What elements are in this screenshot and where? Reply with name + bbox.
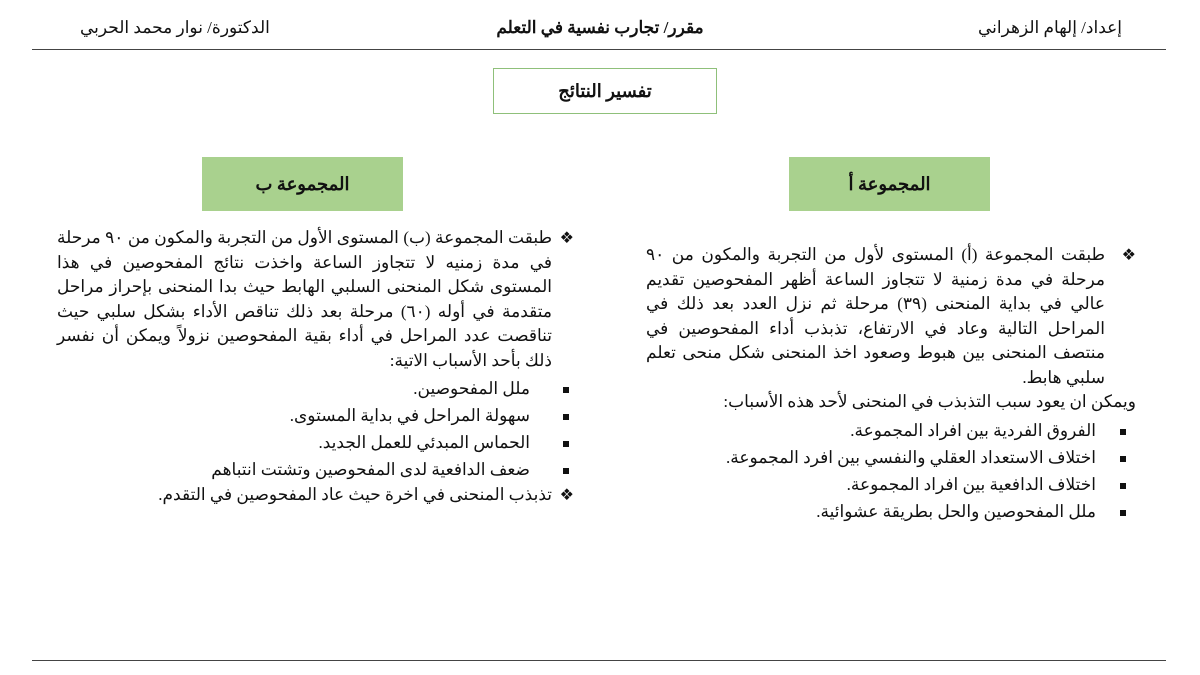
group-b-paragraph-block: [57, 226, 574, 373]
footer-divider: [32, 660, 1166, 661]
group-a-header: [789, 157, 990, 211]
list-item: الفروق الفردية بين افراد المجموعة.: [646, 417, 1136, 444]
group-a-reasons-list: [646, 417, 1136, 525]
square-bullet-icon: [1120, 429, 1126, 435]
section-title-text: تفسير النتائج: [558, 80, 652, 101]
group-b-closing: تذبذب المنحنى في اخرة حيث عاد المفحوصين في التقدم.: [158, 485, 552, 504]
square-bullet-icon: [1120, 510, 1126, 516]
list-item: اختلاف الدافعية بين افراد المجموعة.: [646, 471, 1136, 498]
group-b-paragraph: طبقت المجموعة (ب) المستوى الأول من التجربة والمكون من ٩٠ مرحلة في مدة زمنيه لا تتجاوز الساعة واخذت نتائج المفحوصين في هذا المستوى شكل المنحنى السلبي الهابط حيث بدا المنحنى بإحراز مراحل متقدمة في أوله (٦٠) مرحلة بعد ذلك تناقص الأداء بشكل سلبي حيث تناقصت عدد المراحل في أداء بقية المفحوصين نزولاً ويمكن أن نفسر ذلك بأحد الأسباب الاتية:: [57, 228, 552, 370]
list-item: ملل المفحوصين.: [57, 375, 574, 402]
group-a-reasons-intro: ويمكن ان يعود سبب التذبذب في المنحنى لأحد هذه الأسباب:: [723, 392, 1136, 411]
list-item: الحماس المبدئي للعمل الجديد.: [57, 429, 574, 456]
group-a-column: [646, 243, 1136, 525]
header-course: مقرر/ تجارب نفسية في التعلم: [496, 18, 704, 37]
list-item: ملل المفحوصين والحل بطريقة عشوائية.: [646, 498, 1136, 525]
group-b-title: المجموعة ب: [255, 173, 350, 194]
list-item: ضعف الدافعية لدى المفحوصين وتشتت انتباهم: [57, 456, 574, 483]
section-title: [493, 68, 717, 114]
square-bullet-icon: [563, 468, 569, 474]
group-a-paragraph: طبقت المجموعة (أ) المستوى لأول من التجربة والمكون من ٩٠ مرحلة في مدة زمنية لا تتجاوز الساعة أظهر المفحوصين تقديم عالي في بداية المنحنى (٣٩) مرحلة ثم نزل العدد بعد ذلك في المراحل التالية وعاد في الارتفاع، تذبذب أداء المفحوصين في منتصف المنحنى بين هبوط وصعود اخذ المنحنى شكل منحى تعلم سلبي هابط.: [646, 245, 1105, 387]
square-bullet-icon: [563, 441, 569, 447]
diamond-bullet-icon: ❖: [559, 485, 574, 504]
group-b-reasons-list: [57, 375, 574, 483]
group-b-column: [57, 226, 574, 508]
diamond-bullet-icon: ❖: [1121, 245, 1136, 264]
group-a-paragraph-block: [646, 243, 1136, 390]
list-item: سهولة المراحل في بداية المستوى.: [57, 402, 574, 429]
group-b-header: [202, 157, 403, 211]
diamond-bullet-icon: ❖: [559, 228, 574, 247]
header-doctor: الدكتورة/ نوار محمد الحربي: [80, 18, 270, 37]
group-b-closing-block: [57, 483, 574, 508]
square-bullet-icon: [1120, 456, 1126, 462]
header-divider: [32, 49, 1166, 50]
group-a-title: المجموعة أ: [848, 173, 931, 194]
square-bullet-icon: [1120, 483, 1126, 489]
list-item: اختلاف الاستعداد العقلي والنفسي بين افرد المجموعة.: [646, 444, 1136, 471]
square-bullet-icon: [563, 387, 569, 393]
square-bullet-icon: [563, 414, 569, 420]
header-prepared-by: إعداد/ إلهام الزهراني: [977, 18, 1122, 37]
